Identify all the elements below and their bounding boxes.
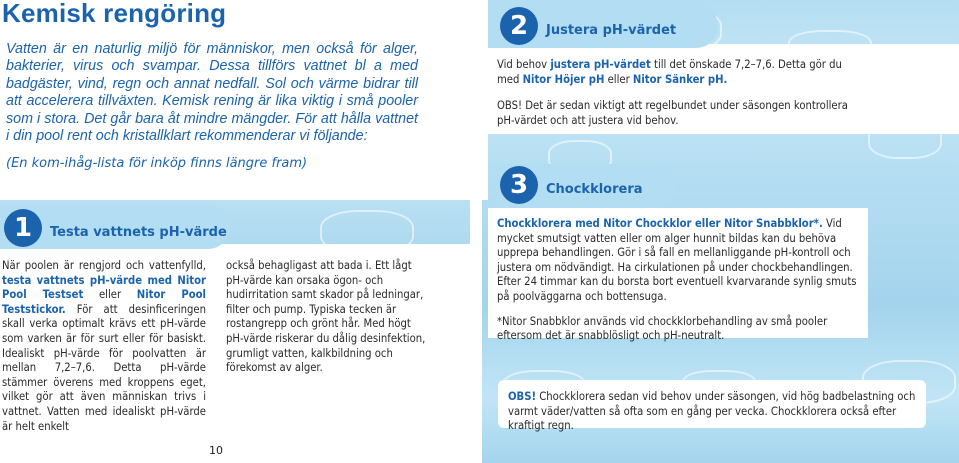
page-title: Kemisk rengöring (2, 0, 227, 28)
section-3-body: Chockklorera med Nitor Chockklor eller Nitor Snabbklor*. Vid mycket smutsigt vatten eller om alger hunnit bildas kan du behöva upprepa behandlingen. Gör i så fall en mellanliggande pH-kontroll och justera om nödvändigt. Ha cirkulationen på under chockbehandlingen. Efter 24 timmar kan du borsta bort eventuell kvarvarande synlig smuts på poolväggarna och bottensugа. *Nitor Snabbklor används vid chockklorbehandling av små pooler eftersom det är snabblösligt och pH-neutralt. (497, 217, 857, 343)
intro-note: (En kom-ihåg-lista för inköp finns längre fram) (6, 156, 308, 171)
section-2-body: Vid behov justera pH-värdet till det önskade 7,2–7,6. Detta gör du med Nitor Höjer pH eller Nitor Sänker pH. OBS! Det är sedan viktigt att regelbundet under säsongen kontrollera pH-värdet och att justera vid behov. (497, 58, 848, 127)
section-1-heading: Testa vattnets pH-värde (50, 225, 227, 240)
section-1-col1: När poolen är rengjord och vattenfylld, testa vattnets pH-värde med Nitor Pool Testset eller Nitor Pool Teststickor. För att desinficeringen skall verka optimalt krävs ett pH-värde som varken är för surt eller för basiskt. Idealiskt pH-värde för poolvatten är mellan 7,2–7,6. Detta pH-värde stämmer överens med kroppens eget, vilket gör att även människan trivs i vattnet. Vatten med idealiskt pH-värde är helt enkelt (2, 259, 206, 433)
section-3-number: 3 (500, 166, 538, 204)
obs-text: OBS! Chockklorera sedan vid behov under säsongen, vid hög badbelastning och varmt väder/vatten så ofta som en gång per vecka. Chockklorera också efter kraftigt regn. (508, 390, 916, 433)
page-number: 10 (209, 444, 223, 457)
section-2-number: 2 (500, 7, 538, 45)
intro-text: Vatten är en naturlig miljö för människor, men också för alger, bakterier, virus och svampar. Dessa tillförs vattnet bl a med badgäster, vind, regn och annat nedfall. Sol och värme bidrar till att accelerera tillväxten. Kemisk rening är lika viktig i små pooler som i stora. Det går bara åt mindre mängder. För att hålla vattnet i din pool rent och kristallklart rekommenderar vi följande: (6, 41, 418, 145)
section-1-number: 1 (4, 209, 42, 247)
section-2-heading: Justera pH-värdet (546, 23, 677, 38)
section-3-heading: Chockklorera (546, 182, 643, 197)
section-1-col2: också behagligast att bada i. Ett lågt pH-värde kan orsaka ögon- och hudirritation samt skador på ledningar, filter och pump. Typiska tecken är rostangrepp och grönt hår. Med högt pH-värde riskerar du dålig desinfektion, grumligt vatten, kalkbildning och förekomst av alger. (226, 259, 426, 375)
